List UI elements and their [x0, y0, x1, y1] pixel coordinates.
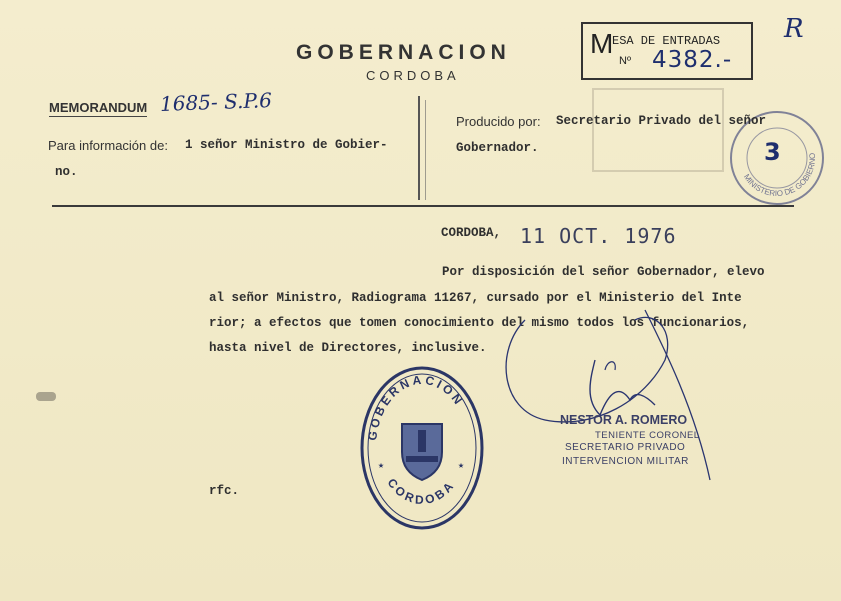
date-city: CORDOBA,: [441, 226, 502, 240]
signatory-name: NESTOR A. ROMERO: [560, 413, 688, 427]
document-city: CORDOBA: [366, 68, 460, 83]
header-divider-secondary: [425, 100, 426, 200]
entry-stamp-number: 4382.-: [652, 47, 733, 73]
svg-text:★: ★: [378, 461, 385, 472]
body-line-4: hasta nivel de Directores, inclusive.: [209, 341, 487, 355]
entry-stamp-text: ESA DE ENTRADAS: [612, 34, 721, 48]
memo-label: MEMORANDUM: [49, 100, 148, 115]
recipient-line-1: 1 señor Ministro de Gobier-: [185, 138, 388, 152]
body-line-3: rior; a efectos que tomen conocimiento del mismo todos los funcionarios,: [209, 316, 750, 330]
signatory-title: SECRETARIO PRIVADO: [565, 442, 686, 453]
producer-line-1: Secretario Privado del señor: [556, 114, 767, 128]
ministerio-seal-number: 3: [764, 138, 781, 166]
body-line-1: Por disposición del señor Gobernador, elevo: [442, 265, 765, 279]
signatory-rank: TENIENTE CORONEL: [595, 430, 700, 441]
recipient-line-2: no.: [55, 165, 78, 179]
memo-number: 1685- S.P.6: [159, 88, 273, 116]
typist-initials: rfc.: [209, 484, 240, 498]
body-line-2: al señor Ministro, Radiograma 11267, cursado por el Ministerio del Inte: [209, 291, 742, 305]
header-divider: [418, 96, 420, 200]
faint-background-stamp: [592, 88, 724, 172]
document-title: GOBERNACION: [296, 41, 511, 64]
corner-handwritten-mark: R: [784, 14, 804, 44]
producer-label: Producido por:: [456, 114, 541, 129]
header-rule: [52, 205, 794, 207]
gobernacion-seal-icon: [358, 364, 486, 532]
punch-hole-mark: [36, 392, 56, 401]
entry-stamp-letter: M: [590, 28, 614, 59]
ministerio-seal-text: MINISTERIO DE GOBIERNO: [741, 152, 818, 199]
entry-stamp-n-label: Nº: [619, 55, 631, 67]
gobernacion-seal-bottom-text: CORDOBA: [384, 475, 458, 508]
date-stamp: 11 OCT. 1976: [520, 224, 677, 248]
producer-line-2: Gobernador.: [456, 141, 539, 155]
signatory-unit: INTERVENCION MILITAR: [562, 456, 689, 467]
gobernacion-seal-top-text: GOBERNACION: [365, 372, 467, 442]
svg-text:★: ★: [458, 461, 465, 472]
recipient-label: Para información de:: [48, 138, 168, 153]
